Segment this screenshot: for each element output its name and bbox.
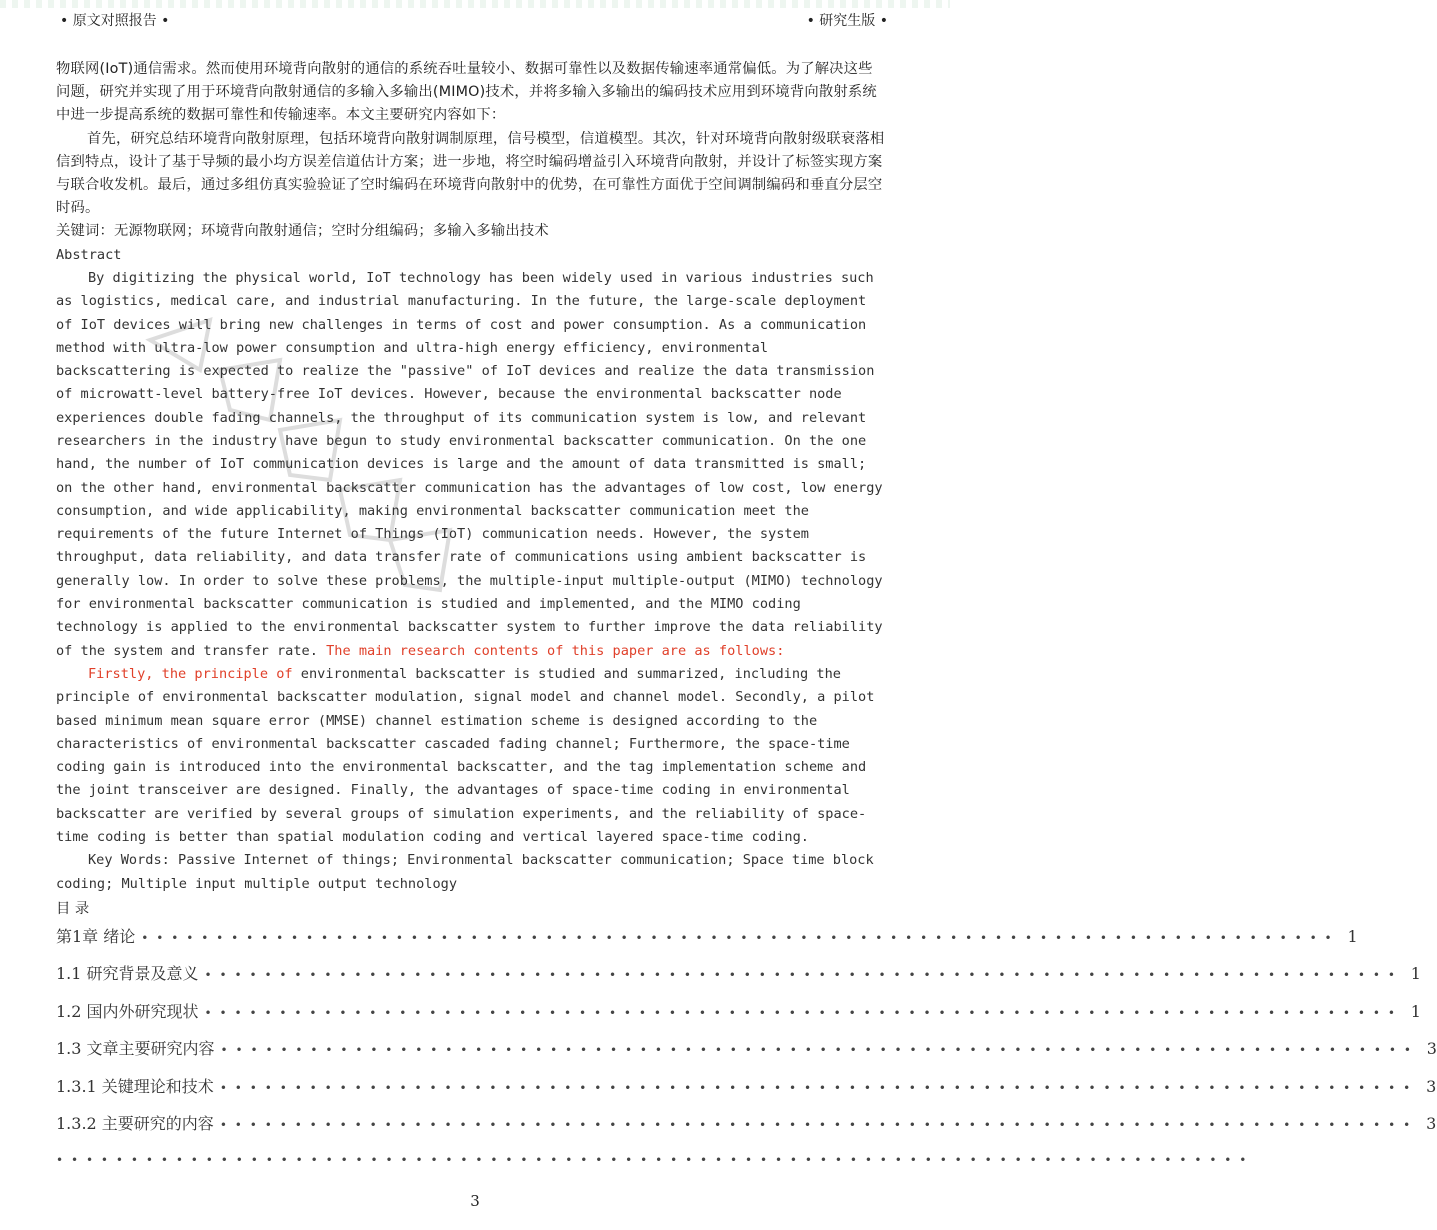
abstract-heading: Abstract	[56, 246, 122, 263]
toc-entry-page: 3	[1426, 1114, 1437, 1134]
chinese-keywords: 关键词：无源物联网；环境背向散射通信；空时分组编码；多输入多输出技术	[56, 223, 549, 240]
toc-entry-page: 1	[1410, 964, 1421, 984]
toc-leader-dots: ••••••••••••••••••••••••••••••••••••••••••••••••••••••••••••••••••••••••••••••••	[204, 1005, 1403, 1020]
toc-leader-dots: ••••••••••••••••••••••••••••••••••••••••••••••••••••••••••••••••••••••••••••••••	[204, 968, 1403, 983]
toc-entry-label: 1.2 国内外研究现状	[56, 1001, 199, 1021]
highlighted-match-text: The main research contents of this paper are as follows:	[326, 642, 785, 659]
abstract-paragraph-2-text: environmental backscatter is studied and summarized, including the principle of environmental backscatter modulation, signal model and channel model. Secondly, a pilot based minimum mean square error (MMSE) channel estimation scheme is designed according to the characteristics of environmental backscatter cascaded fading channel; Furthermore, the space-time coding gain is introduced into the environmental backscatter, and the tag implementation scheme and the joint transceiver are designed. Finally, the advantages of space-time coding in environmental backscatter are verified by several groups of simulation experiments, and the reliability of space-time coding is better than spatial modulation coding and vertical layered space-time coding.	[56, 665, 875, 846]
abstract-paragraph-1	[56, 267, 886, 663]
toc-entry-page: 1	[1347, 926, 1358, 946]
toc-entry-label: 1.3.2 主要研究的内容	[56, 1114, 214, 1134]
chinese-abstract-paragraph-2: 首先，研究总结环境背向散射原理，包括环境背向散射调制原理，信号模型，信道模型。其次，针对环境背向散射级联衰落相信到特点，设计了基于导频的最小均方误差信道估计方案；进一步地，将空时编码增益引入环境背向散射，并设计了标签实现方案与联合收发机。最后，通过多组仿真实验验证了空时编码在环境背向散射中的优势，在可靠性方面优于空间调制编码和垂直分层空时码。	[56, 130, 885, 217]
page-top-border	[0, 0, 950, 8]
toc-entry[interactable]	[56, 1036, 1437, 1074]
toc-trailing-dots: ••••••••••••••••••••••••••••••••••••••••••••••••••••••••••••••••••••••••••••••••	[56, 1152, 1255, 1167]
page-content	[56, 58, 1437, 1183]
toc-entry-label: 1.3 文章主要研究内容	[56, 1039, 215, 1059]
toc-entry-label: 第1章 绪论	[56, 926, 136, 946]
toc-leader-dots: ••••••••••••••••••••••••••••••••••••••••••••••••••••••••••••••••••••••••••••••••	[219, 1118, 1419, 1133]
toc-leader-dots: ••••••••••••••••••••••••••••••••••••••••••••••••••••••••••••••••••••••••••••••••	[219, 1080, 1419, 1095]
edition-label: • 研究生版 •	[806, 13, 888, 29]
report-type-label: • 原文对照报告 •	[60, 13, 170, 29]
abstract-paragraph-2	[56, 663, 886, 849]
toc-entry-page: 3	[1426, 1076, 1437, 1096]
toc-entry-label: 1.3.1 关键理论和技术	[56, 1076, 214, 1096]
abstract-paragraph-1-text: By digitizing the physical world, IoT technology has been widely used in various industries such as logistics, medical care, and industrial manufacturing. In the future, the large-scale deployment of IoT devices will bring new challenges in terms of cost and power consumption. As a communication method with ultra-low power consumption and ultra-high energy efficiency, environmental backscattering is expected to realize the "passive" of IoT devices and realize the data transmission of microwatt-level battery-free IoT devices. However, because the environmental backscatter node experiences double fading channels, the throughput of its communication system is low, and relevant researchers in the industry have begun to study environmental backscatter communication. On the one hand, the number of IoT communication devices is large and the amount of data transmitted is small; on the other hand, environmental backscatter communication has the advantages of low cost, low energy consumption, and wide applicability, making environmental backscatter communication meet the requirements of the future Internet of Things (IoT) communication needs. However, the system throughput, data reliability, and data transfer rate of communications using ambient backscatter is generally low. In order to solve these problems, the multiple-input multiple-output (MIMO) technology for environmental backscatter communication is studied and implemented, and the MIMO coding technology is applied to the environmental backscatter system to further improve the data reliability of the system and transfer rate.	[56, 269, 883, 659]
toc-entry[interactable]	[56, 924, 1358, 962]
toc-entry[interactable]	[56, 999, 1421, 1037]
toc-entry-page: 1	[1410, 1001, 1421, 1021]
page-number: 3	[470, 1192, 480, 1210]
toc-entry-page: 3	[1426, 1039, 1437, 1059]
toc-leader-dots: ••••••••••••••••••••••••••••••••••••••••••••••••••••••••••••••••••••••••••••••••	[220, 1043, 1419, 1058]
toc-entry[interactable]	[56, 1074, 1437, 1112]
chinese-abstract-paragraph-1: 物联网(IoT)通信需求。然而使用环境背向散射的通信的系统吞吐量较小、数据可靠性以及数据传输速率通常偏低。为了解决这些问题，研究并实现了用于环境背向散射通信的多输入多输出(MIMO)技术，并将多输入多输出的编码技术应用到环境背向散射系统中进一步提高系统的数据可靠性和传输速率。本文主要研究内容如下：	[56, 61, 877, 124]
abstract-keywords: Key Words: Passive Internet of things; Environmental backscatter communication; Space time block coding; Multiple input multiple output technology	[56, 852, 874, 892]
toc-leader-dots: ••••••••••••••••••••••••••••••••••••••••••••••••••••••••••••••••••••••••••••••••	[141, 930, 1340, 945]
toc-entry-label: 1.1 研究背景及意义	[56, 964, 199, 984]
highlighted-match-text-2: Firstly, the principle of	[88, 665, 301, 682]
toc-title: 目 录	[56, 900, 90, 917]
toc-entry[interactable]	[56, 961, 1421, 999]
toc-entry[interactable]	[56, 1111, 1437, 1149]
